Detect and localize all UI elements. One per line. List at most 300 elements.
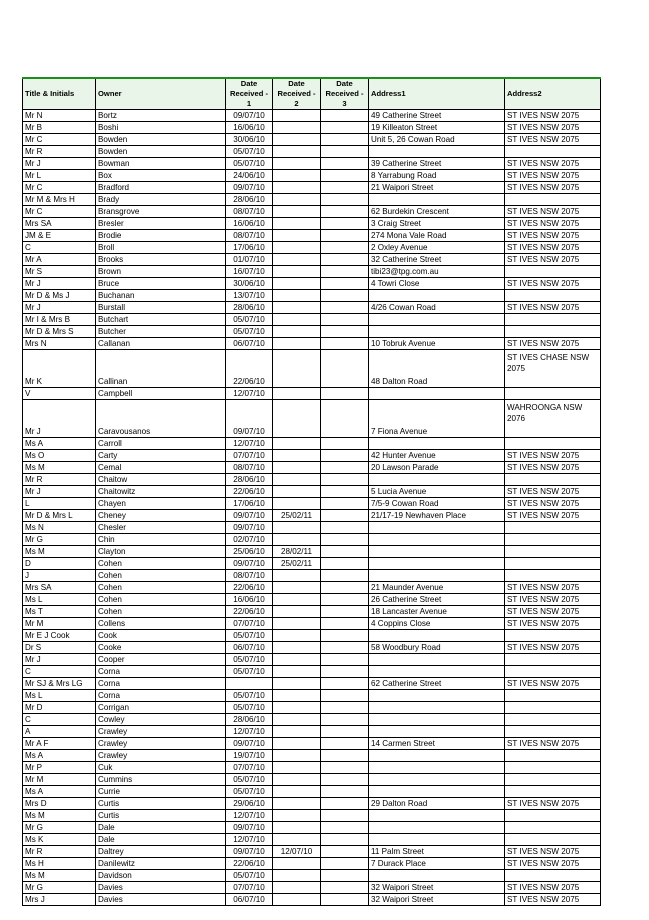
address2-cell: ST IVES NSW 2075 bbox=[505, 498, 601, 510]
date-received-1-cell: 01/07/10 bbox=[226, 254, 273, 266]
address1-cell bbox=[369, 146, 505, 158]
table-row bbox=[23, 882, 601, 894]
owner-cell: Cowley bbox=[96, 714, 226, 726]
date-received-3-cell bbox=[321, 254, 369, 266]
title-initials-cell: Ms L bbox=[23, 690, 96, 702]
header-title-initials: Title & Initials bbox=[23, 78, 96, 110]
title-initials-cell: JM & E bbox=[23, 230, 96, 242]
address1-cell: 14 Carmen Street bbox=[369, 738, 505, 750]
address1-cell bbox=[369, 388, 505, 400]
date-received-3-cell bbox=[321, 642, 369, 654]
table-row bbox=[23, 498, 601, 510]
address1-cell: 4/26 Cowan Road bbox=[369, 302, 505, 314]
address2-cell bbox=[505, 870, 601, 882]
table-row bbox=[23, 474, 601, 486]
date-received-3-cell bbox=[321, 870, 369, 882]
table-row bbox=[23, 254, 601, 266]
date-received-2-cell bbox=[273, 582, 321, 594]
title-initials-cell: D bbox=[23, 558, 96, 570]
address2-cell: ST IVES NSW 2075 bbox=[505, 218, 601, 230]
owner-cell: Bruce bbox=[96, 278, 226, 290]
owner-cell: Dale bbox=[96, 822, 226, 834]
owner-cell: Callinan bbox=[96, 350, 226, 388]
date-received-1-cell: 16/06/10 bbox=[226, 594, 273, 606]
owner-cell: Chaitow bbox=[96, 474, 226, 486]
date-received-2-cell bbox=[273, 450, 321, 462]
header-address1: Address1 bbox=[369, 78, 505, 110]
table-row bbox=[23, 350, 601, 388]
title-initials-cell: Mr SJ & Mrs LG bbox=[23, 678, 96, 690]
date-received-3-cell bbox=[321, 510, 369, 522]
title-initials-cell: Mr C bbox=[23, 206, 96, 218]
owner-cell: Brooks bbox=[96, 254, 226, 266]
address2-cell bbox=[505, 834, 601, 846]
table-row bbox=[23, 158, 601, 170]
title-initials-cell: Mr I & Mrs B bbox=[23, 314, 96, 326]
date-received-2-cell bbox=[273, 182, 321, 194]
address2-cell bbox=[505, 690, 601, 702]
table-row bbox=[23, 846, 601, 858]
date-received-2-cell bbox=[273, 606, 321, 618]
owner-cell: Collens bbox=[96, 618, 226, 630]
address1-cell: 5 Lucia Avenue bbox=[369, 486, 505, 498]
date-received-3-cell bbox=[321, 314, 369, 326]
title-initials-cell: Mr M bbox=[23, 774, 96, 786]
date-received-2-cell bbox=[273, 170, 321, 182]
address1-cell: 7 Durack Place bbox=[369, 858, 505, 870]
address2-cell bbox=[505, 714, 601, 726]
title-initials-cell: Mr R bbox=[23, 474, 96, 486]
date-received-1-cell: 05/07/10 bbox=[226, 690, 273, 702]
title-initials-cell: Mr C bbox=[23, 182, 96, 194]
owner-cell: Cuk bbox=[96, 762, 226, 774]
table-row bbox=[23, 486, 601, 498]
table-row bbox=[23, 314, 601, 326]
date-received-2-cell bbox=[273, 388, 321, 400]
date-received-2-cell bbox=[273, 400, 321, 438]
owner-cell: Cemal bbox=[96, 462, 226, 474]
date-received-1-cell: 08/07/10 bbox=[226, 206, 273, 218]
title-initials-cell: Mr K bbox=[23, 350, 96, 388]
table-row bbox=[23, 786, 601, 798]
address1-cell bbox=[369, 654, 505, 666]
title-initials-cell: Mr M bbox=[23, 618, 96, 630]
address1-cell bbox=[369, 546, 505, 558]
table-row bbox=[23, 388, 601, 400]
title-initials-cell: V bbox=[23, 388, 96, 400]
date-received-1-cell: 09/07/10 bbox=[226, 738, 273, 750]
address2-cell bbox=[505, 750, 601, 762]
date-received-2-cell bbox=[273, 290, 321, 302]
date-received-2-cell bbox=[273, 870, 321, 882]
table-row bbox=[23, 618, 601, 630]
title-initials-cell: Mr J bbox=[23, 654, 96, 666]
address2-cell: ST IVES NSW 2075 bbox=[505, 230, 601, 242]
owner-cell: Carroll bbox=[96, 438, 226, 450]
date-received-1-cell: 07/07/10 bbox=[226, 882, 273, 894]
date-received-1-cell: 12/07/10 bbox=[226, 834, 273, 846]
date-received-2-cell bbox=[273, 194, 321, 206]
address1-cell: 21 Waipori Street bbox=[369, 182, 505, 194]
owner-cell: Broll bbox=[96, 242, 226, 254]
owner-cell: Cohen bbox=[96, 594, 226, 606]
address1-cell: 62 Burdekin Crescent bbox=[369, 206, 505, 218]
table-row bbox=[23, 702, 601, 714]
table-row bbox=[23, 278, 601, 290]
table-row bbox=[23, 194, 601, 206]
address1-cell bbox=[369, 290, 505, 302]
address1-cell: 26 Catherine Street bbox=[369, 594, 505, 606]
owner-cell: Boshi bbox=[96, 122, 226, 134]
date-received-1-cell: 28/06/10 bbox=[226, 302, 273, 314]
date-received-3-cell bbox=[321, 462, 369, 474]
date-received-1-cell: 06/07/10 bbox=[226, 894, 273, 906]
title-initials-cell: Ms M bbox=[23, 462, 96, 474]
table-row bbox=[23, 146, 601, 158]
owner-cell: Chaitowitz bbox=[96, 486, 226, 498]
address2-cell: ST IVES NSW 2075 bbox=[505, 170, 601, 182]
date-received-3-cell bbox=[321, 278, 369, 290]
table-row bbox=[23, 858, 601, 870]
address2-cell: ST IVES NSW 2075 bbox=[505, 738, 601, 750]
table-row bbox=[23, 870, 601, 882]
table-row bbox=[23, 450, 601, 462]
table-row bbox=[23, 750, 601, 762]
address2-cell bbox=[505, 570, 601, 582]
title-initials-cell: Ms M bbox=[23, 810, 96, 822]
address2-cell: ST IVES NSW 2075 bbox=[505, 618, 601, 630]
owner-cell: Corna bbox=[96, 678, 226, 690]
owner-cell: Crawley bbox=[96, 750, 226, 762]
date-received-3-cell bbox=[321, 558, 369, 570]
address1-cell: 21/17-19 Newhaven Place bbox=[369, 510, 505, 522]
address2-cell bbox=[505, 388, 601, 400]
title-initials-cell: Mr J bbox=[23, 302, 96, 314]
date-received-3-cell bbox=[321, 110, 369, 122]
title-initials-cell: J bbox=[23, 570, 96, 582]
date-received-2-cell bbox=[273, 810, 321, 822]
table-row bbox=[23, 462, 601, 474]
owner-cell: Cohen bbox=[96, 582, 226, 594]
address1-cell bbox=[369, 570, 505, 582]
date-received-1-cell: 05/07/10 bbox=[226, 774, 273, 786]
address1-cell: 7/5-9 Cowan Road bbox=[369, 498, 505, 510]
date-received-3-cell bbox=[321, 858, 369, 870]
address1-cell: 10 Tobruk Avenue bbox=[369, 338, 505, 350]
date-received-1-cell: 12/07/10 bbox=[226, 810, 273, 822]
owner-cell: Cohen bbox=[96, 606, 226, 618]
owner-cell: Buchanan bbox=[96, 290, 226, 302]
title-initials-cell: Mr E J Cook bbox=[23, 630, 96, 642]
date-received-3-cell bbox=[321, 170, 369, 182]
address2-cell: ST IVES NSW 2075 bbox=[505, 642, 601, 654]
address2-cell: ST IVES NSW 2075 bbox=[505, 894, 601, 906]
table-row bbox=[23, 522, 601, 534]
date-received-1-cell: 07/07/10 bbox=[226, 618, 273, 630]
date-received-1-cell: 05/07/10 bbox=[226, 314, 273, 326]
owner-cell: Chin bbox=[96, 534, 226, 546]
address2-cell: ST IVES NSW 2075 bbox=[505, 110, 601, 122]
title-initials-cell: Ms K bbox=[23, 834, 96, 846]
address2-cell: ST IVES NSW 2075 bbox=[505, 254, 601, 266]
address1-cell: 62 Catherine Street bbox=[369, 678, 505, 690]
owner-register-sheet bbox=[22, 77, 601, 906]
date-received-3-cell bbox=[321, 338, 369, 350]
address2-cell: ST IVES NSW 2075 bbox=[505, 302, 601, 314]
title-initials-cell: C bbox=[23, 242, 96, 254]
date-received-3-cell bbox=[321, 834, 369, 846]
address1-cell bbox=[369, 786, 505, 798]
date-received-2-cell bbox=[273, 642, 321, 654]
owner-cell: Cummins bbox=[96, 774, 226, 786]
title-initials-cell: Mr S bbox=[23, 266, 96, 278]
owner-cell: Cohen bbox=[96, 570, 226, 582]
date-received-2-cell bbox=[273, 230, 321, 242]
address1-cell bbox=[369, 774, 505, 786]
date-received-3-cell bbox=[321, 350, 369, 388]
date-received-1-cell: 09/07/10 bbox=[226, 822, 273, 834]
address1-cell: 32 Catherine Street bbox=[369, 254, 505, 266]
table-row bbox=[23, 546, 601, 558]
address1-cell: 8 Yarrabung Road bbox=[369, 170, 505, 182]
table-row bbox=[23, 582, 601, 594]
date-received-3-cell bbox=[321, 206, 369, 218]
address2-cell: ST IVES NSW 2075 bbox=[505, 278, 601, 290]
owner-cell: Burstall bbox=[96, 302, 226, 314]
table-row bbox=[23, 110, 601, 122]
date-received-2-cell bbox=[273, 206, 321, 218]
date-received-1-cell: 22/06/10 bbox=[226, 858, 273, 870]
table-row bbox=[23, 266, 601, 278]
table-row bbox=[23, 218, 601, 230]
date-received-1-cell: 05/07/10 bbox=[226, 654, 273, 666]
address2-cell bbox=[505, 194, 601, 206]
address2-cell bbox=[505, 822, 601, 834]
owner-cell: Brady bbox=[96, 194, 226, 206]
address2-cell: ST IVES NSW 2075 bbox=[505, 158, 601, 170]
address1-cell: 32 Waipori Street bbox=[369, 882, 505, 894]
table-row bbox=[23, 134, 601, 146]
address2-cell bbox=[505, 474, 601, 486]
date-received-3-cell bbox=[321, 690, 369, 702]
address2-cell: WAHROONGA NSW 2076 bbox=[505, 400, 601, 438]
address1-cell bbox=[369, 666, 505, 678]
date-received-3-cell bbox=[321, 726, 369, 738]
date-received-2-cell bbox=[273, 134, 321, 146]
date-received-1-cell: 05/07/10 bbox=[226, 786, 273, 798]
date-received-1-cell: 05/07/10 bbox=[226, 158, 273, 170]
table-body bbox=[23, 110, 601, 906]
title-initials-cell: C bbox=[23, 666, 96, 678]
date-received-3-cell bbox=[321, 218, 369, 230]
table-row bbox=[23, 122, 601, 134]
address2-cell bbox=[505, 314, 601, 326]
date-received-2-cell bbox=[273, 218, 321, 230]
title-initials-cell: Ms L bbox=[23, 594, 96, 606]
address2-cell: ST IVES NSW 2075 bbox=[505, 582, 601, 594]
date-received-2-cell bbox=[273, 242, 321, 254]
owner-cell: Campbell bbox=[96, 388, 226, 400]
date-received-2-cell bbox=[273, 462, 321, 474]
address2-cell bbox=[505, 558, 601, 570]
date-received-1-cell: 09/07/10 bbox=[226, 522, 273, 534]
date-received-3-cell bbox=[321, 194, 369, 206]
date-received-2-cell bbox=[273, 618, 321, 630]
address1-cell bbox=[369, 438, 505, 450]
date-received-2-cell bbox=[273, 690, 321, 702]
title-initials-cell: Mr J bbox=[23, 486, 96, 498]
title-initials-cell: Mr P bbox=[23, 762, 96, 774]
date-received-2-cell bbox=[273, 326, 321, 338]
date-received-2-cell bbox=[273, 350, 321, 388]
title-initials-cell: Ms A bbox=[23, 750, 96, 762]
owner-cell: Cheney bbox=[96, 510, 226, 522]
address2-cell bbox=[505, 774, 601, 786]
table-row bbox=[23, 774, 601, 786]
address1-cell bbox=[369, 314, 505, 326]
owner-cell: Chesler bbox=[96, 522, 226, 534]
owner-cell: Davies bbox=[96, 894, 226, 906]
address1-cell bbox=[369, 750, 505, 762]
table-row bbox=[23, 822, 601, 834]
date-received-1-cell: 24/06/10 bbox=[226, 170, 273, 182]
date-received-1-cell: 22/06/10 bbox=[226, 486, 273, 498]
table-row bbox=[23, 182, 601, 194]
date-received-3-cell bbox=[321, 534, 369, 546]
title-initials-cell: Mr D & Mrs L bbox=[23, 510, 96, 522]
owner-cell: Butchart bbox=[96, 314, 226, 326]
date-received-3-cell bbox=[321, 618, 369, 630]
title-initials-cell: Mr A bbox=[23, 254, 96, 266]
date-received-2-cell bbox=[273, 254, 321, 266]
date-received-2-cell bbox=[273, 750, 321, 762]
address1-cell bbox=[369, 522, 505, 534]
date-received-1-cell: 28/06/10 bbox=[226, 714, 273, 726]
address1-cell: 4 Towri Close bbox=[369, 278, 505, 290]
date-received-2-cell bbox=[273, 438, 321, 450]
date-received-3-cell bbox=[321, 810, 369, 822]
title-initials-cell: Mr J bbox=[23, 400, 96, 438]
date-received-3-cell bbox=[321, 146, 369, 158]
date-received-1-cell: 08/07/10 bbox=[226, 570, 273, 582]
date-received-3-cell bbox=[321, 400, 369, 438]
date-received-3-cell bbox=[321, 798, 369, 810]
title-initials-cell: Mrs N bbox=[23, 338, 96, 350]
address1-cell bbox=[369, 474, 505, 486]
address2-cell bbox=[505, 630, 601, 642]
owner-cell: Bortz bbox=[96, 110, 226, 122]
title-initials-cell: Mrs D bbox=[23, 798, 96, 810]
table-row bbox=[23, 738, 601, 750]
address2-cell: ST IVES NSW 2075 bbox=[505, 182, 601, 194]
date-received-1-cell: 19/07/10 bbox=[226, 750, 273, 762]
title-initials-cell: Ms N bbox=[23, 522, 96, 534]
date-received-1-cell: 02/07/10 bbox=[226, 534, 273, 546]
address1-cell: 2 Oxley Avenue bbox=[369, 242, 505, 254]
address1-cell: 21 Maunder Avenue bbox=[369, 582, 505, 594]
date-received-1-cell: 12/07/10 bbox=[226, 726, 273, 738]
date-received-1-cell: 22/06/10 bbox=[226, 350, 273, 388]
date-received-2-cell bbox=[273, 338, 321, 350]
date-received-1-cell: 16/06/10 bbox=[226, 218, 273, 230]
address1-cell: 58 Woodbury Road bbox=[369, 642, 505, 654]
table-row bbox=[23, 894, 601, 906]
date-received-2-cell: 28/02/11 bbox=[273, 546, 321, 558]
title-initials-cell: Ms A bbox=[23, 786, 96, 798]
title-initials-cell: Mr G bbox=[23, 882, 96, 894]
date-received-3-cell bbox=[321, 122, 369, 134]
date-received-1-cell: 16/06/10 bbox=[226, 122, 273, 134]
owner-cell: Bowman bbox=[96, 158, 226, 170]
title-initials-cell: C bbox=[23, 714, 96, 726]
date-received-3-cell bbox=[321, 894, 369, 906]
table-row bbox=[23, 594, 601, 606]
table-row bbox=[23, 510, 601, 522]
address1-cell: 19 Killeaton Street bbox=[369, 122, 505, 134]
date-received-1-cell: 09/07/10 bbox=[226, 558, 273, 570]
title-initials-cell: Mrs SA bbox=[23, 582, 96, 594]
address1-cell: 42 Hunter Avenue bbox=[369, 450, 505, 462]
title-initials-cell: Mr R bbox=[23, 146, 96, 158]
date-received-1-cell: 08/07/10 bbox=[226, 462, 273, 474]
owner-cell: Bowden bbox=[96, 134, 226, 146]
date-received-3-cell bbox=[321, 302, 369, 314]
date-received-2-cell bbox=[273, 146, 321, 158]
date-received-1-cell: 07/07/10 bbox=[226, 762, 273, 774]
address1-cell bbox=[369, 810, 505, 822]
date-received-2-cell bbox=[273, 894, 321, 906]
table-row bbox=[23, 690, 601, 702]
owner-cell: Cooper bbox=[96, 654, 226, 666]
date-received-3-cell bbox=[321, 522, 369, 534]
address2-cell bbox=[505, 146, 601, 158]
address1-cell: 3 Craig Street bbox=[369, 218, 505, 230]
address2-cell: ST IVES NSW 2075 bbox=[505, 678, 601, 690]
date-received-3-cell bbox=[321, 498, 369, 510]
date-received-2-cell bbox=[273, 594, 321, 606]
owner-cell: Cohen bbox=[96, 558, 226, 570]
address1-cell bbox=[369, 714, 505, 726]
title-initials-cell: Mr G bbox=[23, 534, 96, 546]
date-received-2-cell bbox=[273, 738, 321, 750]
date-received-2-cell bbox=[273, 486, 321, 498]
date-received-1-cell: 28/06/10 bbox=[226, 474, 273, 486]
table-row bbox=[23, 678, 601, 690]
date-received-2-cell bbox=[273, 882, 321, 894]
date-received-1-cell: 12/07/10 bbox=[226, 438, 273, 450]
date-received-2-cell: 25/02/11 bbox=[273, 558, 321, 570]
address1-cell: 7 Fiona Avenue bbox=[369, 400, 505, 438]
date-received-2-cell: 12/07/10 bbox=[273, 846, 321, 858]
title-initials-cell: Mr D & Mrs S bbox=[23, 326, 96, 338]
header-date-received-3: Date Received - 3 bbox=[321, 78, 369, 110]
address1-cell bbox=[369, 194, 505, 206]
title-initials-cell: Mr L bbox=[23, 170, 96, 182]
date-received-1-cell: 09/07/10 bbox=[226, 846, 273, 858]
owner-cell: Davies bbox=[96, 882, 226, 894]
date-received-3-cell bbox=[321, 762, 369, 774]
owner-cell: Crawley bbox=[96, 726, 226, 738]
owner-cell: Corrigan bbox=[96, 702, 226, 714]
address2-cell bbox=[505, 534, 601, 546]
address2-cell bbox=[505, 762, 601, 774]
table-row bbox=[23, 230, 601, 242]
date-received-1-cell: 09/07/10 bbox=[226, 400, 273, 438]
date-received-1-cell: 22/06/10 bbox=[226, 606, 273, 618]
owner-cell: Bransgrove bbox=[96, 206, 226, 218]
table-row bbox=[23, 242, 601, 254]
table-row bbox=[23, 762, 601, 774]
